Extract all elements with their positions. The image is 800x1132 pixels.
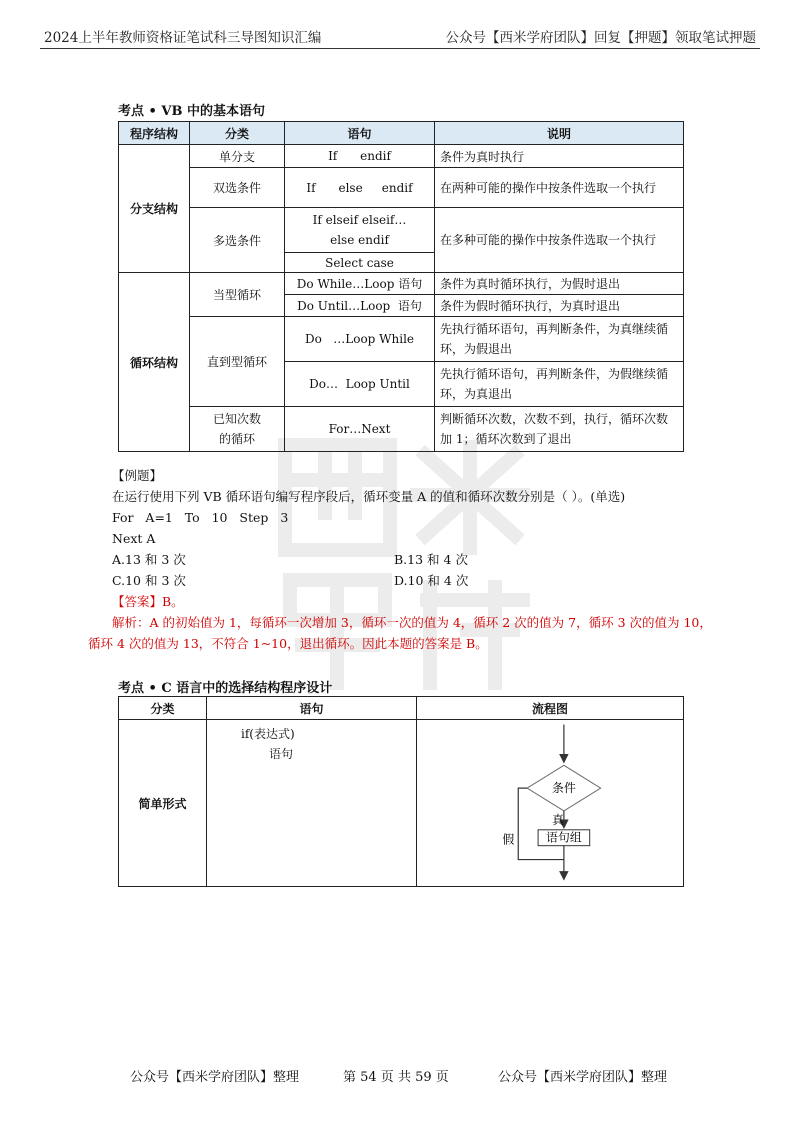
cell-statement: If else endif (285, 168, 435, 208)
col-flowchart: 流程图 (417, 697, 684, 720)
table-header-row (119, 697, 684, 720)
table-row (119, 720, 684, 887)
cell-statement: Do Until…Loop 语句 (285, 295, 435, 317)
cell-desc: 条件为假时循环执行，为真时退出 (435, 295, 684, 317)
cell-desc: 在多种可能的操作中按条件选取一个执行 (435, 208, 684, 273)
table-row (119, 145, 684, 168)
option-c: C.10 和 3 次 (112, 573, 186, 588)
flowchart (417, 720, 683, 886)
table-row (119, 317, 684, 362)
col-description: 说明 (435, 122, 684, 145)
footer-left: 公众号【西米学府团队】整理 (130, 1070, 300, 1085)
table-row (119, 208, 684, 253)
option-b: B.13 和 4 次 (394, 552, 468, 567)
cell-statement: For…Next (285, 407, 435, 452)
cell-code (207, 720, 417, 887)
condition-label: 条件 (551, 781, 576, 796)
cell-flowchart (417, 720, 684, 887)
col-category: 分类 (190, 122, 285, 145)
example-code-line1: For A=1 To 10 Step 3 (112, 510, 289, 525)
cell-statement: Do …Loop While (285, 317, 435, 362)
cell-statement: If elseif elseif…else endif (285, 208, 435, 253)
code-statement: 语句 (269, 747, 294, 761)
header-divider (40, 48, 760, 49)
table-row (119, 407, 684, 452)
true-label: 真 (551, 812, 564, 827)
cell-desc: 在两种可能的操作中按条件选取一个执行 (435, 168, 684, 208)
cell-category: 多选条件 (190, 208, 285, 273)
code-if: if(表达式) (241, 727, 295, 741)
statement-block-label: 语句组 (546, 830, 582, 845)
cell-category: 直到型循环 (190, 317, 285, 407)
cell-category: 当型循环 (190, 273, 285, 317)
example-code-line2: Next A (112, 531, 156, 546)
table-row (119, 168, 684, 208)
cell-desc: 先执行循环语句，再判断条件，为假继续循环，为真退出 (435, 362, 684, 407)
section2-title: 考点 • C 语言中的选择结构程序设计 (118, 681, 333, 696)
footer-right: 公众号【西米学府团队】整理 (498, 1070, 668, 1085)
footer-page: 第 54 页 共 59 页 (343, 1070, 449, 1085)
example-label: 【例题】 (112, 468, 163, 483)
row-simple-form: 简单形式 (119, 720, 207, 887)
cell-category: 单分支 (190, 145, 285, 168)
table-row (119, 273, 684, 295)
cell-statement: Select case (285, 253, 435, 273)
table-header-row (119, 122, 684, 145)
group-branch: 分支结构 (119, 145, 190, 273)
cell-desc: 判断循环次数，次数不到，执行，循环次数加 1；循环次数到了退出 (435, 407, 684, 452)
vb-statements-table (118, 121, 684, 452)
group-loop: 循环结构 (119, 273, 190, 452)
answer-text: 【答案】B。 (112, 594, 184, 609)
col-category: 分类 (119, 697, 207, 720)
cell-desc: 先执行循环语句，再判断条件，为真继续循环，为假退出 (435, 317, 684, 362)
cell-desc: 条件为真时循环执行，为假时退出 (435, 273, 684, 295)
option-d: D.10 和 4 次 (394, 573, 469, 588)
header-left: 2024上半年教师资格证笔试科三导图知识汇编 (44, 30, 322, 46)
cell-category: 双选条件 (190, 168, 285, 208)
section1-title: 考点 • VB 中的基本语句 (118, 104, 265, 119)
header-right: 公众号【西米学府团队】回复【押题】领取笔试押题 (445, 30, 756, 46)
cell-desc: 条件为真时执行 (435, 145, 684, 168)
analysis-line1: 解析：A 的初始值为 1，每循环一次增加 3，循环一次的值为 4，循环 2 次的值为 7，循环 3 次的值为 10， (112, 615, 712, 630)
cell-statement: Do… Loop Until (285, 362, 435, 407)
col-statement: 语句 (285, 122, 435, 145)
col-statement: 语句 (207, 697, 417, 720)
cell-statement: If endif (285, 145, 435, 168)
cell-category: 已知次数的循环 (190, 407, 285, 452)
col-structure: 程序结构 (119, 122, 190, 145)
example-question: 在运行使用下列 VB 循环语句编写程序段后，循环变量 A 的值和循环次数分别是（ ）。(单选) (112, 489, 626, 504)
option-a: A.13 和 3 次 (112, 552, 186, 567)
analysis-line2: 循环 4 次的值为 13，不符合 1~10，退出循环。因此本题的答案是 B。 (88, 636, 488, 651)
false-label: 假 (502, 832, 515, 847)
c-selection-table (118, 696, 684, 887)
cell-statement: Do While…Loop 语句 (285, 273, 435, 295)
